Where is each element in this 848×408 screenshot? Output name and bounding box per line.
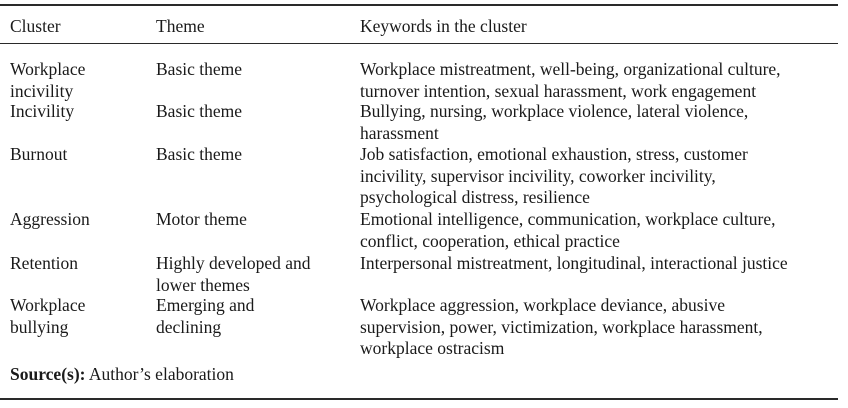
header-cluster: Cluster (10, 16, 61, 36)
theme-cell: Basic theme (156, 144, 243, 164)
keywords-cell: Job satisfaction, emotional exhaustion, stress, customer incivility, supervisor incivility, coworker incivility, psychological distress, resilience (360, 144, 748, 207)
keywords-cell: Interpersonal mistreatment, longitudinal, interactional justice (360, 253, 788, 273)
theme-cell: Motor theme (156, 209, 247, 229)
table-source-note (10, 364, 234, 386)
keywords-cell: Emotional intelligence, communication, workplace culture, conflict, cooperation, ethical practice (360, 209, 776, 251)
table-top-rule (0, 4, 838, 6)
source-text: Author’s elaboration (85, 364, 234, 384)
theme-cell: Emerging and declining (156, 295, 255, 337)
theme-cell: Basic theme (156, 59, 243, 79)
table-bottom-rule (0, 398, 838, 400)
keywords-cell: Workplace aggression, workplace deviance, abusive supervision, power, victimization, workplace harassment, workplace ostracism (360, 295, 763, 358)
table-header-rule (0, 43, 838, 44)
keywords-cell: Workplace mistreatment, well-being, organizational culture, turnover intention, sexual harassment, work engagement (360, 59, 781, 101)
cluster-cell: Burnout (10, 144, 68, 164)
theme-cell: Highly developed and lower themes (156, 253, 311, 295)
header-keywords: Keywords in the cluster (360, 16, 527, 36)
keywords-cell: Bullying, nursing, workplace violence, lateral violence, harassment (360, 101, 749, 143)
cluster-cell: Workplace bullying (10, 295, 86, 337)
theme-cell: Basic theme (156, 101, 243, 121)
cluster-cell: Incivility (10, 101, 75, 121)
source-label: Source(s): (10, 364, 86, 384)
cluster-cell: Workplace incivility (10, 59, 86, 101)
cluster-cell: Aggression (10, 209, 90, 229)
table-header (0, 16, 838, 40)
header-theme: Theme (156, 16, 205, 36)
cluster-cell: Retention (10, 253, 79, 273)
